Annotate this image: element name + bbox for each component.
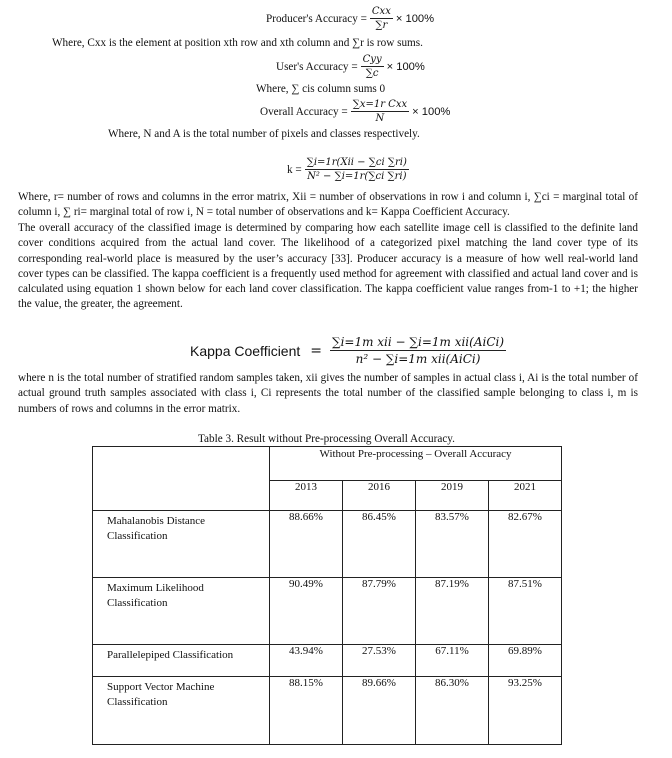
- user-accuracy-formula: [276, 53, 425, 80]
- method-label: Parallelepiped Classification: [107, 649, 234, 661]
- producer-fraction: [370, 5, 393, 32]
- user-denominator: ∑c: [365, 68, 379, 79]
- overall-fraction: [351, 98, 409, 125]
- table-row: [93, 511, 562, 578]
- value-cell: 83.57%: [416, 511, 489, 578]
- results-table: [92, 446, 562, 745]
- method-label: Maximum Likelihood Classification: [107, 582, 204, 609]
- method-label: Mahalanobis Distance Classification: [107, 515, 206, 542]
- method-cell: [93, 677, 270, 745]
- value-cell: 88.15%: [270, 677, 343, 745]
- year-cell: 2016: [343, 481, 416, 511]
- value-cell: 86.45%: [343, 511, 416, 578]
- kappa-coefficient-denominator: n² − ∑i=1m xii(AiCi): [355, 352, 481, 366]
- value-cell: 87.51%: [489, 578, 562, 645]
- kappa-explain-paragraph: where n is the total number of stratified random samples taken, xii gives the number of samples in actual class i, Ai is the total number of actual ground truth samples associated with class i, Ci represents the total number of the classified sample belonging to class i, m is numbers of rows and columns in the error matrix.: [18, 372, 638, 415]
- overall-label: Overall Accuracy =: [260, 105, 348, 118]
- table-row: [93, 645, 562, 677]
- overall-where: Where, N and A is the total number of pixels and classes respectively.: [108, 128, 420, 140]
- producer-numerator: Cxx: [371, 6, 391, 17]
- value-cell: 88.66%: [270, 511, 343, 578]
- kappa-coefficient-fraction: [330, 334, 506, 367]
- method-label: Support Vector Machine Classification: [107, 681, 215, 708]
- group-header: Without Pre-processing – Overall Accuracy: [319, 448, 512, 460]
- kappa-coefficient-numerator: ∑i=1m xii − ∑i=1m xii(AiCi): [332, 335, 505, 349]
- producer-label: Producer's Accuracy =: [266, 12, 367, 25]
- method-cell: [93, 645, 270, 677]
- value-cell: 87.19%: [416, 578, 489, 645]
- kappa-k-formula: [287, 156, 409, 183]
- table-header-row: [93, 447, 562, 481]
- user-numerator: Cyy: [362, 54, 382, 65]
- value-cell: 69.89%: [489, 645, 562, 677]
- user-tail: × 100%: [386, 60, 425, 73]
- kappa-k-numerator: ∑i=1r(Xii − ∑ci ∑ri): [306, 157, 407, 168]
- kappa-coefficient-label: Kappa Coefficient: [190, 342, 301, 359]
- value-cell: 67.11%: [416, 645, 489, 677]
- value-cell: 89.66%: [343, 677, 416, 745]
- value-cell: 90.49%: [270, 578, 343, 645]
- value-cell: 43.94%: [270, 645, 343, 677]
- method-cell: [93, 578, 270, 645]
- kappa-where-paragraph: Where, r= number of rows and columns in the error matrix, Xii = number of observations in row i and column i, ∑ci = marginal total of column i, ∑ ri= marginal total of row i, N = total number of observations and k= Kappa Coefficient Accuracy.: [18, 191, 638, 219]
- year-cell: 2021: [489, 481, 562, 511]
- value-cell: 86.30%: [416, 677, 489, 745]
- table-row: [93, 677, 562, 745]
- overall-numerator: ∑x=1r Cxx: [352, 99, 408, 110]
- producer-where: Where, Cxx is the element at position xth row and xth column and ∑r is row sums.: [52, 37, 423, 49]
- overall-accuracy-paragraph: The overall accuracy of the classified image is determined by comparing how each satellite image cell is classified to the definite land cover conditions acquired from the actual land cover. The likelihood of a categorized pixel matching the land cover type of its corresponding real-world place is measured by the user’s accuracy [33]. Producer accuracy is a measure of how well real-world land cover types can be classified. The kappa coefficient is a frequently used method for agreement with classified and actual land cover and is calculated using equation 1 shown below for each land cover classification. The kappa coefficient value ranges from-1 to +1; the higher the value, the greater, the agreement.: [18, 222, 638, 311]
- table-row: [93, 578, 562, 645]
- producer-tail: × 100%: [395, 12, 435, 25]
- table-corner-cell: [93, 447, 270, 511]
- value-cell: 87.79%: [343, 578, 416, 645]
- group-header-cell: [270, 447, 562, 481]
- kappa-k-label: k =: [287, 163, 302, 176]
- value-cell: 93.25%: [489, 677, 562, 745]
- overall-accuracy-formula: [260, 98, 450, 125]
- table-caption: Table 3. Result without Pre-processing Overall Accuracy.: [198, 433, 455, 445]
- year-cell: 2013: [270, 481, 343, 511]
- user-label: User's Accuracy =: [276, 60, 358, 73]
- user-fraction: [361, 53, 384, 80]
- kappa-k-fraction: [305, 156, 409, 183]
- producer-denominator: ∑r: [375, 20, 388, 31]
- kappa-equals: =: [310, 342, 322, 359]
- overall-tail: × 100%: [412, 105, 451, 118]
- producer-accuracy-formula: [266, 5, 434, 32]
- year-cell: 2019: [416, 481, 489, 511]
- user-where: Where, ∑ cis column sums 0: [256, 83, 386, 95]
- value-cell: 27.53%: [343, 645, 416, 677]
- overall-denominator: N: [375, 113, 385, 124]
- kappa-k-denominator: N² − ∑i=1r(∑ci ∑ri): [307, 171, 407, 182]
- method-cell: [93, 511, 270, 578]
- kappa-coefficient-formula: [190, 334, 506, 367]
- value-cell: 82.67%: [489, 511, 562, 578]
